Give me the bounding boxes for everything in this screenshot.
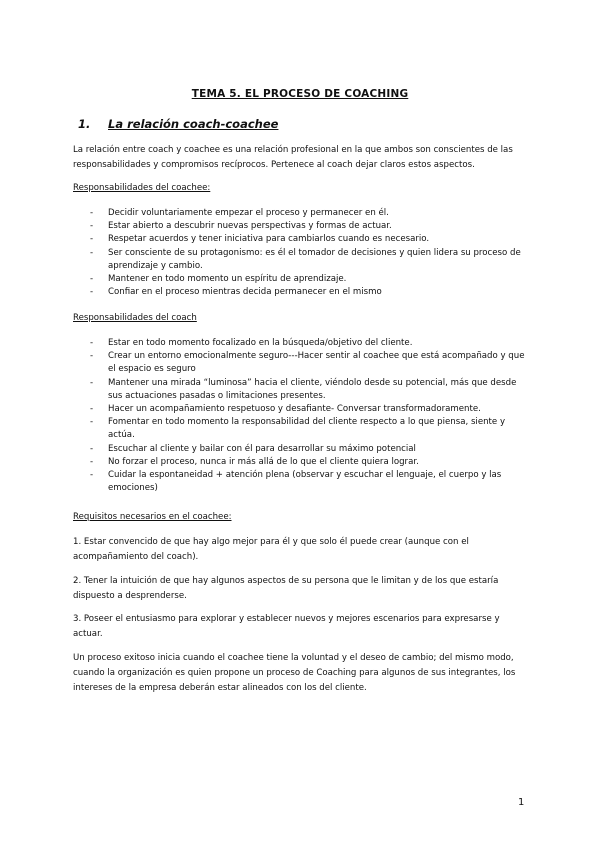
- section-title: La relación coach-coachee: [108, 117, 279, 131]
- list-item: - Escuchar al cliente y bailar con él para desarrollar su máximo potencial: [90, 443, 530, 456]
- list-item: - No forzar el proceso, nunca ir más allá de lo que el cliente quiera lograr.: [90, 456, 530, 469]
- coachee-responsibilities-heading: Responsabilidades del coachee:: [73, 183, 211, 193]
- intro-paragraph: La relación entre coach y coachee es una relación profesional en la que ambos son conscientes de las responsabilidades y compromisos recíprocos. Pertenece al coach dejar claros estos aspectos.: [73, 145, 513, 170]
- document-title: TEMA 5. EL PROCESO DE COACHING: [191, 88, 409, 100]
- list-item: - Cuidar la espontaneidad + atención plena (observar y escuchar el lenguaje, el cuerpo y las emociones): [90, 469, 530, 495]
- requirements-heading: Requisitos necesarios en el coachee:: [73, 512, 232, 522]
- list-item: - Hacer un acompañamiento respetuoso y desafiante- Conversar transformadoramente.: [90, 403, 530, 416]
- list-item: - Crear un entorno emocionalmente seguro---Hacer sentir al coachee que está acompañado y que el espacio es seguro: [90, 350, 530, 376]
- list-item: - Estar abierto a descubrir nuevas perspectivas y formas de actuar.: [90, 220, 530, 233]
- page-number: 1: [518, 797, 525, 808]
- list-item: - Estar en todo momento focalizado en la búsqueda/objetivo del cliente.: [90, 337, 530, 350]
- section-heading: [78, 117, 278, 131]
- requirement-item: 1. Estar convencido de que hay algo mejor para él y que solo él puede crear (aunque con el acompañamiento del coach).: [73, 537, 469, 562]
- closing-paragraph: Un proceso exitoso inicia cuando el coachee tiene la voluntad y el deseo de cambio; del mismo modo, cuando la organización es quien propone un proceso de Coaching para algunos de sus integrantes, los intereses de la empresa deberán estar alineados con los del cliente.: [73, 653, 516, 693]
- list-item: - Mantener una mirada “luminosa” hacia el cliente, viéndolo desde su potencial, más que desde sus actuaciones pasadas o limitaciones presentes.: [90, 377, 530, 403]
- requirement-item: 2. Tener la intuición de que hay algunos aspectos de su persona que le limitan y de los que estaría dispuesto a desprenderse.: [73, 576, 499, 601]
- coach-responsibilities-heading: Responsabilidades del coach: [73, 313, 197, 323]
- list-item: - Ser consciente de su protagonismo: es él el tomador de decisiones y quien lidera su proceso de aprendizaje y cambio.: [90, 247, 530, 273]
- section-number: 1.: [78, 117, 91, 131]
- list-item: - Confiar en el proceso mientras decida permanecer en el mismo: [90, 286, 530, 299]
- list-item: - Decidir voluntariamente empezar el proceso y permanecer en él.: [90, 207, 530, 220]
- list-item: - Mantener en todo momento un espíritu de aprendizaje.: [90, 273, 530, 286]
- coach-responsibilities-list: [90, 337, 530, 495]
- list-item: - Fomentar en todo momento la responsabilidad del cliente respecto a lo que piensa, siente y actúa.: [90, 416, 530, 442]
- coachee-responsibilities-list: [90, 207, 530, 299]
- list-item: - Respetar acuerdos y tener iniciativa para cambiarlos cuando es necesario.: [90, 233, 530, 246]
- requirement-item: 3. Poseer el entusiasmo para explorar y establecer nuevos y mejores escenarios para expresarse y actuar.: [73, 614, 500, 639]
